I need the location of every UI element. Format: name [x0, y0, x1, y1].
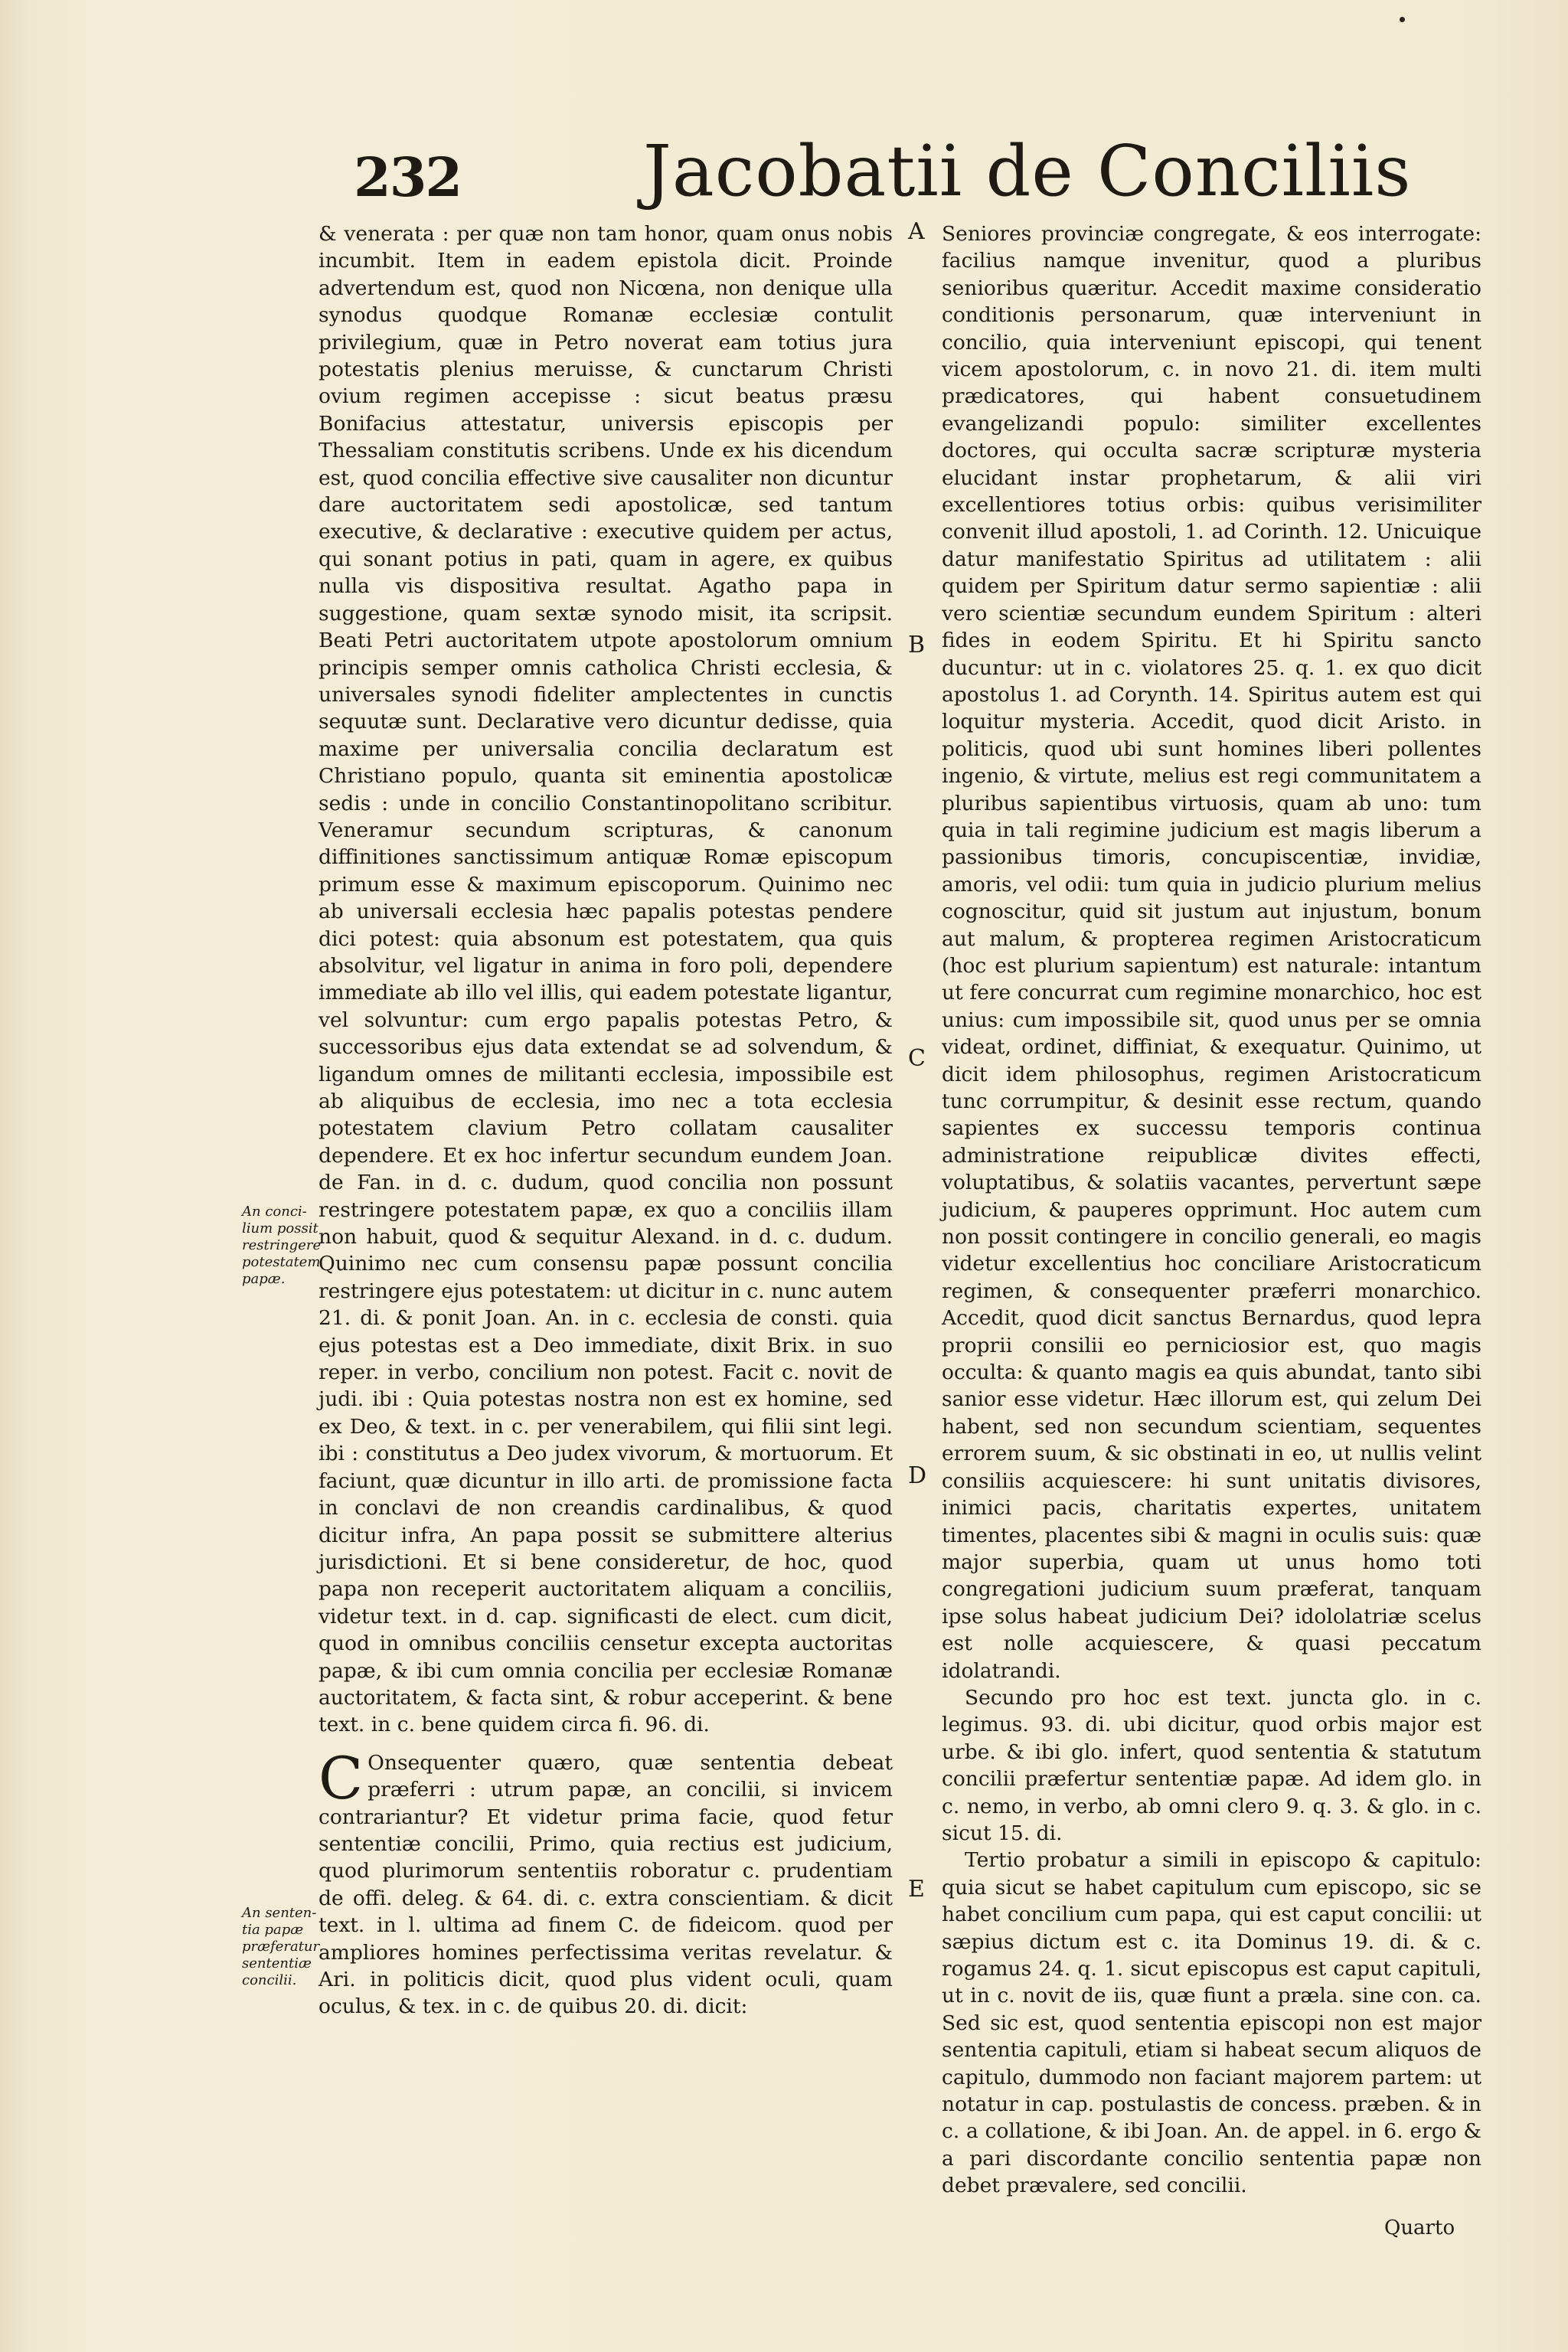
catchword: Quarto [1384, 2216, 1455, 2239]
page-header [0, 130, 1568, 214]
margin-letter-d: D [908, 1462, 927, 1489]
left-column [318, 220, 893, 2020]
left-paragraph-2-text: Onsequenter quæro, quæ sententia debeat præferri : utrum papæ, an concilii, si invicem contrariantur? Et videtur prima facie, quod fetur sententiæ concilii, Primo, quia rectius est judicium, quod plurimorum sententiis roboratur c. prudentiam de offi. deleg. & 64. di. c. extra conscientiam. & dicit text. in l. ultima ad finem C. de fideicom. quod per ampliores homines perfectissima veritas revelatur. & Ari. in politicis dicit, quod plus vident oculi, quam oculus, & tex. in c. de quibus 20. di. dicit: [318, 1750, 893, 2019]
running-title: Jacobatii de Conciliis [643, 130, 1412, 212]
margin-letter-c: C [908, 1045, 926, 1072]
left-paragraph-2 [318, 1743, 893, 2020]
ink-speck [1400, 17, 1405, 22]
right-paragraph-3: Tertio probatur a simili in episcopo & capitulo: quia sicut se habet capitulum cum episcopo, sic se habet concilium cum papa, qui est caput concilii: ut sæpius dictum est c. ita Dominus 19. di. & c. rogamus 24. q. 1. sicut episcopus est caput capituli, ut in c. novit de iis, quæ fiunt a præla. sine con. ca. Sed sic est, quod sententia episcopi non est major sententia capituli, etiam si habeat secum aliquos de capitulo, dummodo non faciant majorem partem: ut notatur in cap. postulastis de concess. præben. & in c. a collatione, & ibi Joan. An. de appel. in 6. ergo & a pari discordante concilio sententia papæ non debet prævalere, sed concilii. [942, 1848, 1481, 2198]
right-paragraph-1: Seniores provinciæ congregate, & eos interrogate: facilius namque invenitur, quod a pluribus senioribus quæritur. Accedit maxime consideratio conditionis personarum, quæ interveniunt in concilio, quia interveniunt episcopi, qui tenent vicem apostolorum, c. in novo 21. di. item multi prædicatores, qui habent consuetudinem evangelizandi populo: similiter excellentes doctores, qui occulta sacræ scripturæ mysteria elucidant instar prophetarum, & alii viri excellentiores totius orbis: quibus verisimiliter convenit illud apostoli, 1. ad Corinth. 12. Unicuique datur manifestatio Spiritus ad utilitatem : alii quidem per Spiritum datur sermo sapientiæ : alii vero scientiæ secundum eundem Spiritum : alteri fides in eodem Spiritu. Et hi Spiritu sancto ducuntur: ut in c. violatores 25. q. 1. ex quo dicit apostolus 1. ad Corynth. 14. Spiritus autem est qui loquitur mysteria. Accedit, quod dicit Aristo. in politicis, quod ubi sunt homines liberi pollentes ingenio, & virtute, melius est regi communitatem a pluribus sapientibus virtuosis, quam ab uno: tum quia in tali regimine judicium est magis liberum a passionibus timoris, concupiscentiæ, invidiæ, amoris, vel odii: tum quia in judicio plurium melius cognoscitur, quid sit justum aut injustum, bonum aut malum, & propterea regimen Aristocraticum (hoc est plurium sapientum) est naturale: intantum ut fere concurrat cum regimine monarchico, hoc est unius: cum impossibile sit, quod unus per se omnia videat, ordinet, diffiniat, & exequatur. Quinimo, ut dicit idem philosophus, regimen Aristocraticum tunc corrumpitur, & desinit esse rectum, quando sapientes ex successu temporis continua administratione reipublicæ divites effecti, voluptatibus, & solatiis vacantes, pervertunt sæpe judicium, & pauperes opprimunt. Hoc autem cum non possit contingere in concilio generali, eo magis videtur excellentius hoc conciliare Aristocraticum regimen, & consequenter præferri monarchico. Accedit, quod dicit sanctus Bernardus, quod lepra proprii consilii eo perniciosior est, quo magis occulta: & quanto magis ea quis abundat, tanto sibi sanior esse videtur. Hæc illorum est, qui zelum Dei habent, sed non secundum scientiam, sequentes errorem suum, & sic obstinati in eo, ut nullis velint consiliis acquiescere: hi sunt unitatis divisores, inimici pacis, charitatis expertes, unitatem timentes, placentes sibi & magni in oculis suis: quæ major superbia, quam ut unus homo toti congregationi judicium suum præferat, tanquam ipse solus habeat judicium Dei? idololatriæ scelus est nolle acquiescere, & quasi peccatum idolatrandi. [942, 222, 1481, 1683]
margin-letter-a: A [908, 218, 925, 245]
margin-letter-b: B [908, 632, 926, 658]
sidenote-concilium: An conci- lium possit restringere potestatem papæ. [242, 1204, 322, 1287]
drop-cap: C [318, 1743, 364, 1812]
sidenote-sententia: An senten- tia papæ præferatur sententiæ concilii. [242, 1905, 320, 1988]
left-paragraph-1: & venerata : per quæ non tam honor, quam onus nobis incumbit. Item in eadem epistola dicit. Proinde advertendum est, quod non Nicœna, non denique ulla synodus quodque Romanæ ecclesiæ contulit privilegium, quæ in Petro noverat eam totius jura potestatis plenius meruisse, & cunctarum Christi ovium regimen accepisse : sicut beatus præsu Bonifacius attestatur, universis episcopis per Thessaliam constitutis scribens. Unde ex his dicendum est, quod concilia effective sive causaliter non dicuntur dare auctoritatem sedi apostolicæ, sed tantum executive, & declarative : executive quidem per actus, qui sonant potius in pati, quam in agere, ex quibus nulla vis dispositiva resultat. Agatho papa in suggestione, quam sextæ synodo misit, ita scripsit. Beati Petri auctoritatem utpote apostolorum omnium principis semper omnis catholica Christi ecclesia, & universales synodi fideliter amplectentes in cunctis sequutæ sunt. Declarative vero dicuntur dedisse, quia maxime per universalia concilia declaratum est Christiano populo, quanta sit eminentia apostolicæ sedis : unde in concilio Constantinopolitano scribitur. Veneramur secundum scripturas, & canonum diffinitiones sanctissimum antiquæ Romæ episcopum primum esse & maximum episcoporum. Quinimo nec ab universali ecclesia hæc papalis potestas pendere dici potest: quia absonum est potestatem, qua quis absolvitur, vel ligatur in anima in foro poli, dependere immediate ab illo vel illis, qui eadem potestate ligantur, vel solvuntur: cum ergo papalis potestas Petro, & successoribus ejus data extendat se ad solvendum, & ligandum omnes de militanti ecclesia, impossibile est ab aliquibus de ecclesia, imo nec a tota ecclesia potestatem clavium Petro collatam causaliter dependere. Et ex hoc infertur secundum eundem Joan. de Fan. in d. c. dudum, quod concilia non possunt restringere potestatem papæ, ex quo a conciliis illam non habuit, quod & sequitur Alexand. in d. c. dudum. Quinimo nec cum consensu papæ possunt concilia restringere ejus potestatem: ut dicitur in c. nunc autem 21. di. & ponit Joan. An. in c. ecclesia de consti. quia ejus potestas est a Deo immediate, dixit Brix. in suo reper. in verbo, concilium non potest. Facit c. novit de judi. ibi : Quia potestas nostra non est ex homine, sed ex Deo, & text. in c. per venerabilem, qui filii sint legi. ibi : constitutus a Deo judex vivorum, & mortuorum. Et faciunt, quæ dicuntur in illo arti. de promissione facta in conclavi de non creandis cardinalibus, & quod dicitur infra, An papa possit se submittere alterius jurisdictioni. Et si bene consideretur, de hoc, quod papa non receperit auctoritatem aliquam a conciliis, videtur text. in d. cap. significasti de elect. cum dicit, quod in omnibus conciliis censetur excepta auctoritas papæ, & ibi cum omnia concilia per ecclesiæ Romanæ auctoritatem, & facta sint, & robur acceperint. & bene text. in c. bene quidem circa fi. 96. di. [318, 222, 893, 1737]
margin-letter-e: E [908, 1876, 925, 1903]
right-column [942, 220, 1481, 2200]
page-number: 232 [354, 145, 462, 209]
right-paragraph-2: Secundo pro hoc est text. juncta glo. in c. legimus. 93. di. ubi dicitur, quod orbis major est urbe. & ibi glo. infert, quod sententia & statutum concilii præfertur sententiæ papæ. Ad idem glo. in c. nemo, in verbo, ab omni clero 9. q. 3. & glo. in c. sicut 15. di. [942, 1685, 1481, 1845]
